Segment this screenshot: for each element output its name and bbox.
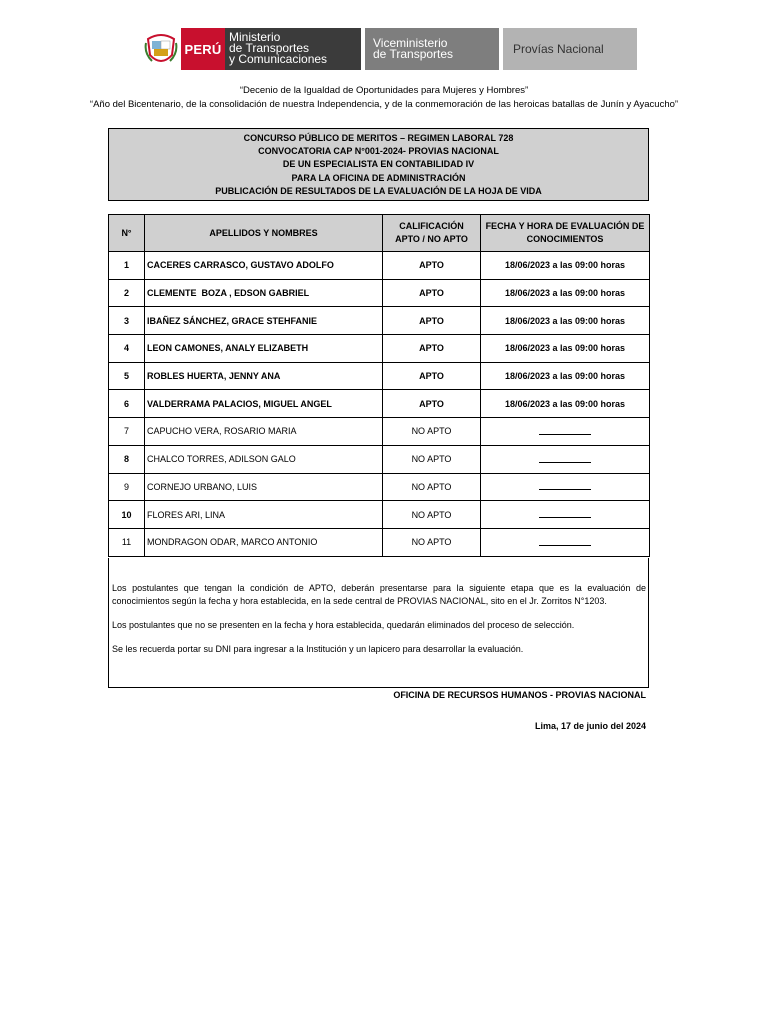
- results-table: [108, 214, 650, 557]
- table-row: [109, 279, 650, 307]
- row-name: IBAÑEZ SÁNCHEZ, GRACE STEHFANIE: [145, 307, 383, 335]
- row-date: 18/06/2023 a las 09:00 horas: [481, 362, 650, 390]
- table-header-row: [109, 215, 650, 252]
- row-date: 18/06/2023 a las 09:00 horas: [481, 390, 650, 418]
- row-name: CACERES CARRASCO, GUSTAVO ADOLFO: [145, 252, 383, 280]
- header-date-line2: CONOCIMIENTOS: [526, 234, 604, 244]
- blank-line: [539, 509, 591, 518]
- row-grade: APTO: [383, 362, 481, 390]
- motto-decenio: “Decenio de la Igualdad de Oportunidades para Mujeres y Hombres”: [239, 85, 529, 96]
- row-num: 2: [109, 279, 145, 307]
- row-grade: APTO: [383, 390, 481, 418]
- row-grade: APTO: [383, 279, 481, 307]
- peru-label: PERÚ: [184, 41, 222, 57]
- blank-line: [539, 537, 591, 546]
- row-num: 9: [109, 473, 145, 501]
- title-line4: PARA LA OFICINA DE ADMINISTRACIÓN: [291, 172, 466, 183]
- row-name: CORNEJO URBANO, LUIS: [145, 473, 383, 501]
- row-grade: APTO: [383, 335, 481, 363]
- provias-label: Provías Nacional: [513, 42, 604, 56]
- row-num: 8: [109, 445, 145, 473]
- row-date: 18/06/2023 a las 09:00 horas: [481, 279, 650, 307]
- row-date: 18/06/2023 a las 09:00 horas: [481, 335, 650, 363]
- ministry-line2: de Transportes: [229, 41, 310, 55]
- vice-line2: de Transportes: [373, 47, 454, 61]
- signature-office: OFICINA DE RECURSOS HUMANOS - PROVIAS NACIONAL: [393, 690, 646, 700]
- row-date-blank: [481, 473, 650, 501]
- header-grade-line1: CALIFICACIÓN: [399, 221, 464, 231]
- header-grade-line2: APTO / NO APTO: [395, 234, 468, 244]
- row-num: 1: [109, 252, 145, 280]
- header-date: [481, 215, 650, 252]
- row-date: 18/06/2023 a las 09:00 horas: [481, 307, 650, 335]
- viceministry-logo: [365, 28, 499, 70]
- table-row: [109, 252, 650, 280]
- row-date: 18/06/2023 a las 09:00 horas: [481, 252, 650, 280]
- row-grade: APTO: [383, 252, 481, 280]
- row-name: VALDERRAMA PALACIOS, MIGUEL ANGEL: [145, 390, 383, 418]
- row-date-blank: [481, 445, 650, 473]
- provias-logo: [503, 28, 637, 70]
- document-date: Lima, 17 de junio del 2024: [534, 721, 646, 731]
- blank-line: [539, 481, 591, 490]
- ministry-line1: Ministerio: [229, 30, 281, 44]
- row-grade: APTO: [383, 307, 481, 335]
- table-row: [109, 418, 650, 446]
- row-num: 3: [109, 307, 145, 335]
- header-date-line1: FECHA Y HORA DE EVALUACIÓN DE: [485, 221, 645, 231]
- ministry-logo: [225, 28, 361, 70]
- title-block: [108, 128, 649, 201]
- row-name: ROBLES HUERTA, JENNY ANA: [145, 362, 383, 390]
- row-num: 10: [109, 501, 145, 529]
- row-date-blank: [481, 418, 650, 446]
- table-row: [109, 528, 650, 556]
- blank-line: [539, 426, 591, 435]
- row-num: 11: [109, 528, 145, 556]
- title-line3: DE UN ESPECIALISTA EN CONTABILIDAD IV: [282, 159, 475, 170]
- motto-year: “Año del Bicentenario, de la consolidación de nuestra Independencia, y de la conmemoración de las heroicas batallas de Junín y Ayacucho”: [89, 99, 679, 110]
- coat-of-arms-icon: [141, 28, 181, 70]
- row-grade: NO APTO: [383, 528, 481, 556]
- note-dni: Se les recuerda portar su DNI para ingresar a la Institución y un lapicero para desarrollar la evaluación.: [112, 644, 524, 654]
- row-name: CAPUCHO VERA, ROSARIO MARIA: [145, 418, 383, 446]
- blank-line: [539, 454, 591, 463]
- row-name: FLORES ARI, LINA: [145, 501, 383, 529]
- row-grade: NO APTO: [383, 501, 481, 529]
- table-row: [109, 445, 650, 473]
- ministry-line3: y Comunicaciones: [229, 52, 328, 66]
- title-line1: CONCURSO PÚBLICO DE MERITOS – REGIMEN LABORAL 728: [243, 133, 514, 143]
- table-row: [109, 473, 650, 501]
- header-name: APELLIDOS Y NOMBRES: [145, 215, 383, 252]
- header-grade: [383, 215, 481, 252]
- title-line5: PUBLICACIÓN DE RESULTADOS DE LA EVALUACIÓN DE LA HOJA DE VIDA: [215, 185, 542, 196]
- title-line2: CONVOCATORIA CAP N°001-2024- PROVIAS NACIONAL: [258, 146, 499, 157]
- table-row: [109, 362, 650, 390]
- peru-logo: [181, 28, 225, 70]
- note-apto: Los postulantes que tengan la condición de APTO, deberán presentarse para la siguiente etapa que es la evaluación de conocimientos según la fecha y hora establecida, en la sede central de PROVIAS NACIONAL, sito en el Jr. Zorritos N°1203.: [112, 583, 646, 606]
- table-row: [109, 307, 650, 335]
- note-absence: Los postulantes que no se presenten en la fecha y hora establecida, quedarán eliminados del proceso de selección.: [112, 620, 575, 630]
- row-name: LEON CAMONES, ANALY ELIZABETH: [145, 335, 383, 363]
- row-grade: NO APTO: [383, 445, 481, 473]
- row-date-blank: [481, 501, 650, 529]
- table-row: [109, 501, 650, 529]
- row-num: 6: [109, 390, 145, 418]
- row-num: 4: [109, 335, 145, 363]
- row-num: 7: [109, 418, 145, 446]
- row-num: 5: [109, 362, 145, 390]
- table-row: [109, 335, 650, 363]
- row-date-blank: [481, 528, 650, 556]
- header-logos: [141, 28, 637, 70]
- header-num: N°: [109, 215, 145, 252]
- row-name: CHALCO TORRES, ADILSON GALO: [145, 445, 383, 473]
- row-name: MONDRAGON ODAR, MARCO ANTONIO: [145, 528, 383, 556]
- row-grade: NO APTO: [383, 473, 481, 501]
- notes-box: [108, 558, 649, 688]
- row-name: CLEMENTE BOZA , EDSON GABRIEL: [145, 279, 383, 307]
- vice-line1: Viceministerio: [373, 36, 448, 50]
- row-grade: NO APTO: [383, 418, 481, 446]
- table-row: [109, 390, 650, 418]
